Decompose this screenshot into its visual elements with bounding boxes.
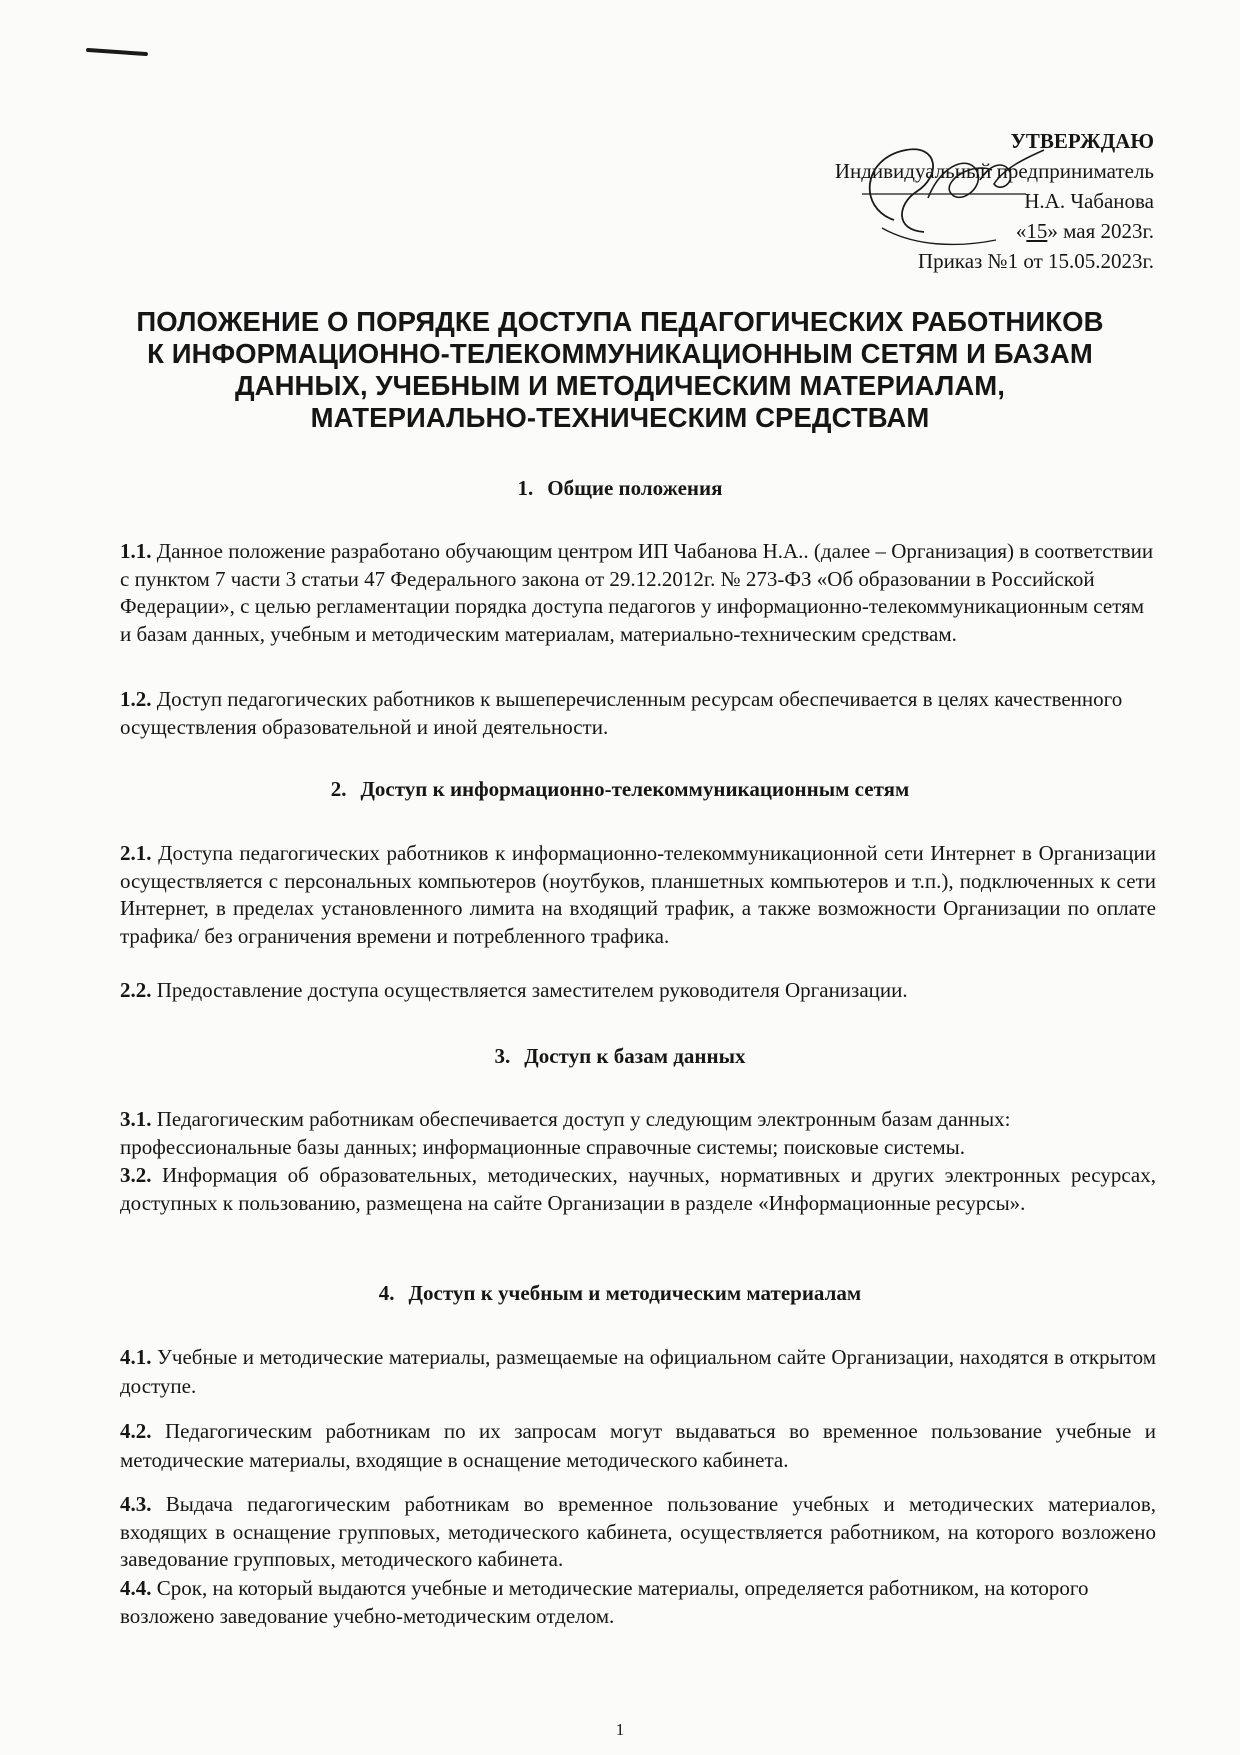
paragraph: 3.1. Педагогическим работникам обеспечивается доступ у следующим электронным базам данных: профессиональные базы данных; информационные справочные системы; поисковые системы. bbox=[120, 1107, 1011, 1159]
paragraph: 4.2. Педагогическим работникам по их запросам могут выдаваться во временное пользование учебные и методические материалы, входящие в оснащение методического кабинета. bbox=[120, 1419, 1156, 1472]
paragraph: 4.4. Срок, на который выдаются учебные и методические материалы, определяется работником, на которого возложено заведование учебно-методическим отделом. bbox=[120, 1576, 1089, 1628]
approval-heading: УТВЕРЖДАЮ bbox=[1010, 129, 1154, 153]
document-title bbox=[100, 306, 1140, 434]
approval-position: Индивидуальный предприниматель bbox=[834, 159, 1154, 183]
paragraph: 3.2. Информация об образовательных, методических, научных, нормативных и других электронных ресурсах, доступных к пользованию, размещена на сайте Организации в разделе «Информационные ресурсы». bbox=[120, 1163, 1156, 1215]
paragraph: 2.2. Предоставление доступа осуществляется заместителем руководителя Организации. bbox=[120, 978, 908, 1002]
paragraph: 2.1. Доступа педагогических работников к информационно-телекоммуникационной сети Интернет в Организации осуществляется с персональных компьютеров (ноутбуков, планшетных компьютеров и т.п.), подключенных к сети Интернет, в пределах установленного лимита на входящий трафик, а также возможности Организации по оплате трафика/ без ограничения времени и потребленного трафика. bbox=[120, 841, 1156, 948]
title-line: МАТЕРИАЛЬНО-ТЕХНИЧЕСКИМ СРЕДСТВАМ bbox=[310, 402, 930, 433]
approval-date-day: 15 bbox=[1026, 219, 1048, 243]
paragraph: 4.3. Выдача педагогическим работникам во временное пользование учебных и методических материалов, входящих в оснащение групповых, методического кабинета, осуществляется работником, на которого возложено заведование групповых, методического кабинета. bbox=[120, 1492, 1156, 1571]
section-heading: 2. Доступ к информационно-телекоммуникационным сетям bbox=[330, 777, 910, 801]
page-number: 1 bbox=[615, 1720, 625, 1739]
section-heading: 4. Доступ к учебным и методическим материалам bbox=[378, 1281, 862, 1305]
section-heading: 3. Доступ к базам данных bbox=[494, 1044, 746, 1068]
corner-mark bbox=[86, 48, 148, 56]
title-line: ДАННЫХ, УЧЕБНЫМ И МЕТОДИЧЕСКИМ МАТЕРИАЛАМ, bbox=[234, 370, 1006, 401]
signature-image bbox=[854, 128, 1074, 278]
approval-order: Приказ №1 от 15.05.2023г. bbox=[917, 249, 1154, 273]
paragraph: 4.1. Учебные и методические материалы, размещаемые на официальном сайте Организации, находятся в открытом доступе. bbox=[120, 1345, 1156, 1398]
title-line: К ИНФОРМАЦИОННО-ТЕЛЕКОММУНИКАЦИОННЫМ СЕТЯМ И БАЗАМ bbox=[147, 338, 1093, 369]
approval-date: «15» мая 2023г. bbox=[1015, 219, 1154, 243]
paragraph: 1.2. Доступ педагогических работников к вышеперечисленным ресурсам обеспечивается в целях качественного осуществления образовательной и иной деятельности. bbox=[120, 687, 1123, 739]
title-line: ПОЛОЖЕНИЕ О ПОРЯДКЕ ДОСТУПА ПЕДАГОГИЧЕСКИХ РАБОТНИКОВ bbox=[136, 306, 1104, 337]
approval-name: Н.А. Чабанова bbox=[1024, 189, 1154, 213]
paragraph: 1.1. Данное положение разработано обучающим центром ИП Чабанова Н.А.. (далее – Организация) в соответствии с пунктом 7 части 3 статьи 47 Федерального закона от 29.12.2012г. № 273-ФЗ «Об образовании в Российской Федерации», с целью регламентации порядка доступа педагогов у информационно-телекоммуникационным сетям и базам данных, учебным и методическим материалам, материально-техническим средствам. bbox=[120, 539, 1154, 646]
section-heading: 1. Общие положения bbox=[517, 476, 723, 500]
